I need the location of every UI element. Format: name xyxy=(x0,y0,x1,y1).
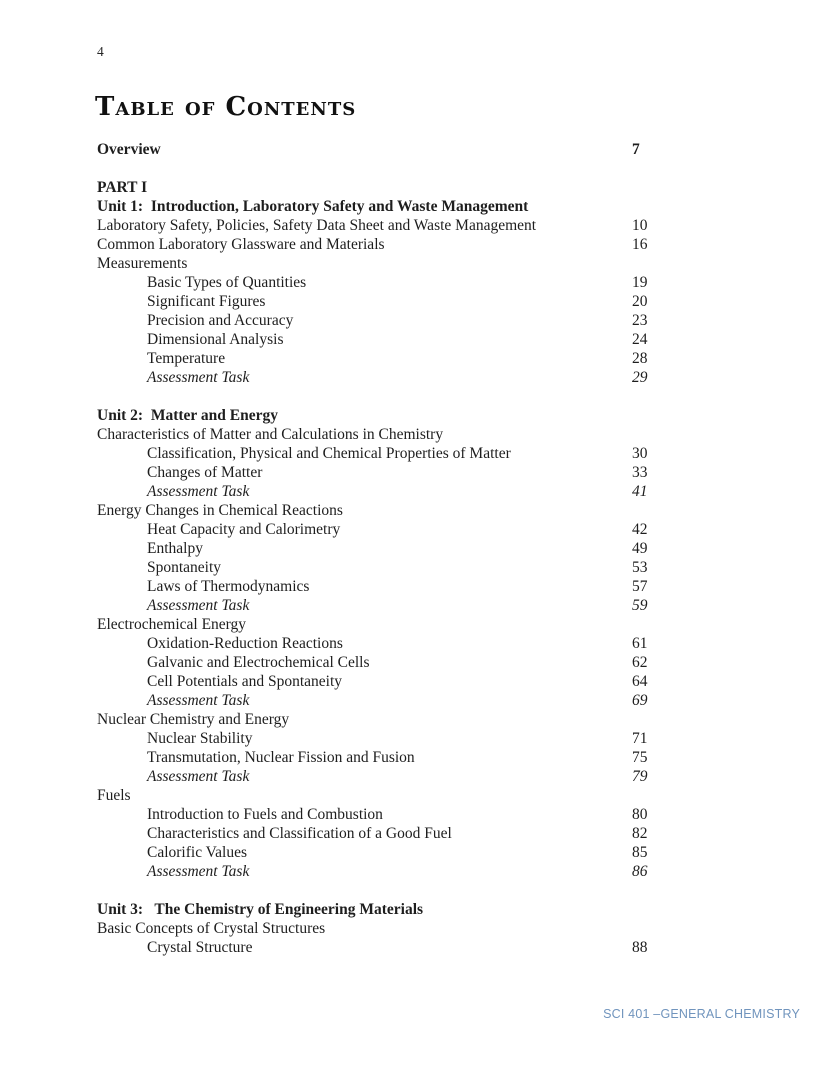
toc-entry-page: 79 xyxy=(632,768,648,785)
toc-entry-label: Significant Figures xyxy=(147,293,266,310)
toc-row xyxy=(97,938,757,957)
toc-entry-page: 33 xyxy=(632,464,648,481)
toc-row xyxy=(97,406,757,425)
toc-row xyxy=(97,596,757,615)
toc-entry-label: Unit 1: Introduction, Laboratory Safety and Waste Management xyxy=(97,198,529,215)
toc-entry-page: 53 xyxy=(632,559,648,576)
toc-entry-page: 19 xyxy=(632,274,648,291)
toc-entry-page: 41 xyxy=(632,483,648,500)
toc-entry-label: Cell Potentials and Spontaneity xyxy=(147,673,343,690)
toc-entry-page: 7 xyxy=(632,141,640,158)
toc-entry-page: 59 xyxy=(632,597,648,614)
toc-row xyxy=(97,330,757,349)
toc-row xyxy=(97,634,757,653)
toc-entry-label: Energy Changes in Chemical Reactions xyxy=(97,502,343,519)
toc-entry-page: 20 xyxy=(632,293,648,310)
toc-entry-page: 61 xyxy=(632,635,648,652)
toc-entry-label: Dimensional Analysis xyxy=(147,331,284,348)
toc-entry-page: 69 xyxy=(632,692,648,709)
toc-entry-label: Heat Capacity and Calorimetry xyxy=(147,521,341,538)
toc-entry-page: 23 xyxy=(632,312,648,329)
toc-row xyxy=(97,558,757,577)
toc-row xyxy=(97,482,757,501)
toc-entry-page: 42 xyxy=(632,521,648,538)
page-number: 4 xyxy=(97,44,104,59)
toc-row xyxy=(97,539,757,558)
toc-entry-label: Crystal Structure xyxy=(147,939,253,956)
toc-row xyxy=(97,691,757,710)
toc-entry-label: Changes of Matter xyxy=(147,464,263,481)
toc-entry-label: Measurements xyxy=(97,255,188,272)
toc-row xyxy=(97,254,757,273)
toc-entry-label: Assessment Task xyxy=(147,369,250,386)
toc-entry-page: 24 xyxy=(632,331,648,348)
toc-row xyxy=(97,273,757,292)
toc-entry-label: Common Laboratory Glassware and Materials xyxy=(97,236,385,253)
toc-row xyxy=(97,520,757,539)
toc-row xyxy=(97,862,757,881)
toc-entry-label: Basic Concepts of Crystal Structures xyxy=(97,920,326,937)
toc-row xyxy=(97,672,757,691)
toc-entry-label: Basic Types of Quantities xyxy=(147,274,307,291)
toc-row xyxy=(97,292,757,311)
toc-entry-label: Unit 2: Matter and Energy xyxy=(97,407,278,424)
toc-entry-page: 82 xyxy=(632,825,648,842)
toc-entry-label: Unit 3: The Chemistry of Engineering Materials xyxy=(97,901,424,918)
toc-entry-label: Electrochemical Energy xyxy=(97,616,247,633)
toc-row xyxy=(97,216,757,235)
toc-row xyxy=(97,615,757,634)
toc-entry-page: 71 xyxy=(632,730,648,747)
toc-entry-page: 28 xyxy=(632,350,648,367)
toc-entry-label: Temperature xyxy=(147,350,226,367)
toc-row xyxy=(97,501,757,520)
toc-entry-label: Oxidation-Reduction Reactions xyxy=(147,635,343,652)
toc-entry-label: Spontaneity xyxy=(147,559,222,576)
toc-row xyxy=(97,805,757,824)
toc-entry-label: Characteristics of Matter and Calculations in Chemistry xyxy=(97,426,444,443)
toc-entry-label: Nuclear Chemistry and Energy xyxy=(97,711,290,728)
toc-row xyxy=(97,919,757,938)
toc-row xyxy=(97,767,757,786)
toc-entry-label: Introduction to Fuels and Combustion xyxy=(147,806,383,823)
toc-entry-label: Assessment Task xyxy=(147,597,250,614)
toc-row xyxy=(97,140,757,159)
toc-entry-page: 30 xyxy=(632,445,648,462)
toc-row xyxy=(97,368,757,387)
toc-row xyxy=(97,900,757,919)
footer-course-label: SCI 401 –GENERAL CHEMISTRY xyxy=(603,1007,800,1021)
toc-entry-page: 16 xyxy=(632,236,648,253)
toc-entry-label: Calorific Values xyxy=(147,844,248,861)
toc-entry-label: Nuclear Stability xyxy=(147,730,253,747)
toc-row xyxy=(97,577,757,596)
toc-entry-page: 88 xyxy=(632,939,648,956)
toc-entry-page: 75 xyxy=(632,749,648,766)
toc-entry-label: Precision and Accuracy xyxy=(147,312,294,329)
toc-entry-page: 29 xyxy=(632,369,648,386)
toc-entry-label: Laboratory Safety, Policies, Safety Data Sheet and Waste Management xyxy=(97,217,537,234)
toc-row xyxy=(97,197,757,216)
toc-row xyxy=(97,311,757,330)
toc-entry-label: Assessment Task xyxy=(147,863,250,880)
toc-row xyxy=(97,824,757,843)
toc-row xyxy=(97,843,757,862)
toc-row xyxy=(97,786,757,805)
toc-row xyxy=(97,235,757,254)
toc-entry-label: Transmutation, Nuclear Fission and Fusion xyxy=(147,749,415,766)
page-title: Table of Contents xyxy=(95,92,357,122)
toc-row xyxy=(97,748,757,767)
toc-row xyxy=(97,425,757,444)
toc-entry-page: 49 xyxy=(632,540,648,557)
toc-entry-label: Overview xyxy=(97,141,161,158)
table-of-contents xyxy=(97,140,757,957)
toc-entry-label: Laws of Thermodynamics xyxy=(147,578,310,595)
toc-entry-label: Fuels xyxy=(97,787,131,804)
toc-row xyxy=(97,710,757,729)
toc-entry-page: 85 xyxy=(632,844,648,861)
toc-entry-label: Classification, Physical and Chemical Properties of Matter xyxy=(147,445,511,462)
toc-entry-page: 86 xyxy=(632,863,648,880)
toc-entry-page: 10 xyxy=(632,217,648,234)
toc-row xyxy=(97,463,757,482)
toc-entry-label: Assessment Task xyxy=(147,768,250,785)
toc-entry-page: 57 xyxy=(632,578,648,595)
toc-row xyxy=(97,349,757,368)
toc-entry-label: Assessment Task xyxy=(147,483,250,500)
toc-entry-page: 64 xyxy=(632,673,648,690)
toc-entry-label: Galvanic and Electrochemical Cells xyxy=(147,654,370,671)
toc-entry-label: Characteristics and Classification of a Good Fuel xyxy=(147,825,452,842)
toc-row xyxy=(97,444,757,463)
toc-entry-label: Assessment Task xyxy=(147,692,250,709)
toc-row xyxy=(97,729,757,748)
toc-entry-page: 80 xyxy=(632,806,648,823)
toc-row xyxy=(97,178,757,197)
toc-entry-label: PART I xyxy=(97,179,148,196)
toc-row xyxy=(97,653,757,672)
toc-entry-label: Enthalpy xyxy=(147,540,203,557)
toc-entry-page: 62 xyxy=(632,654,648,671)
